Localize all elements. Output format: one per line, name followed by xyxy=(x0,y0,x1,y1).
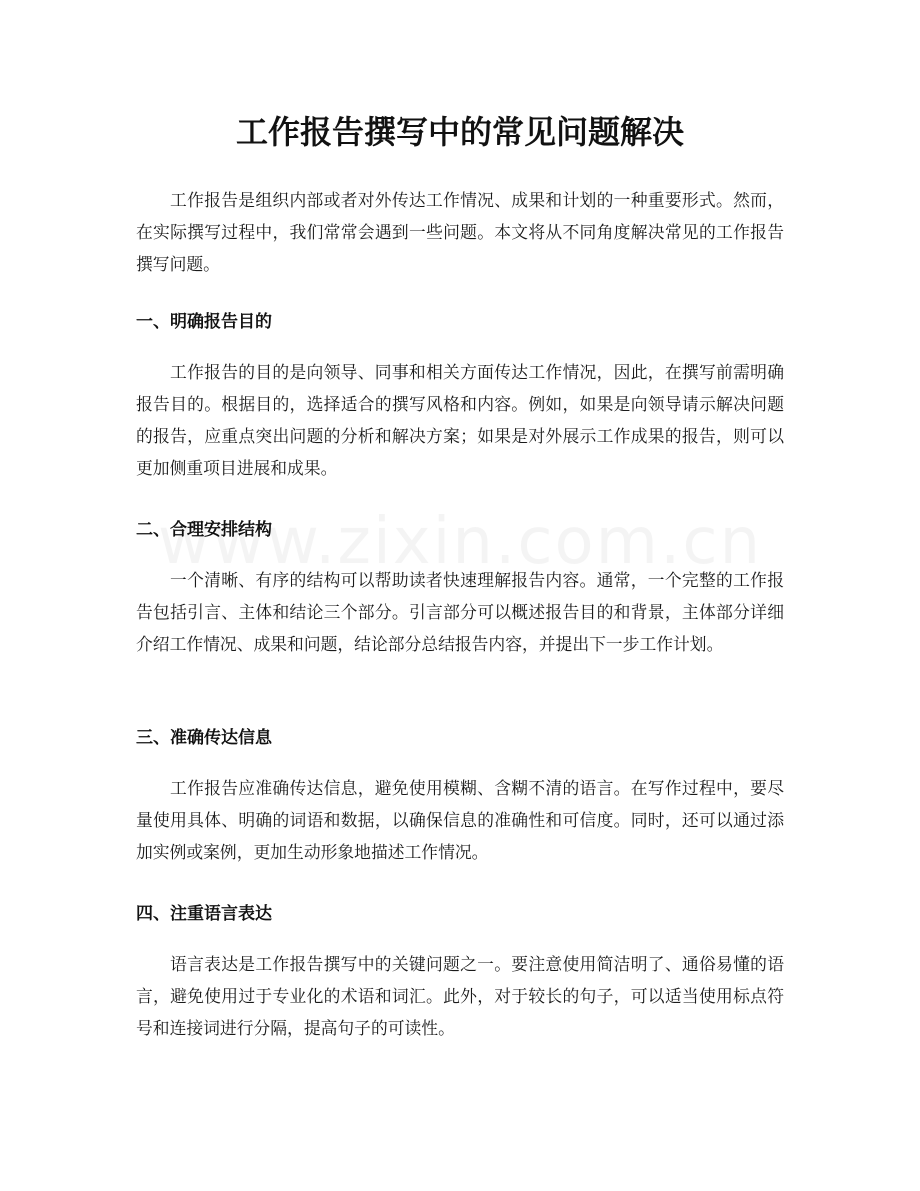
section-heading-1: 一、明确报告目的 xyxy=(136,312,272,332)
section-heading-3: 三、准确传达信息 xyxy=(136,728,272,748)
section-body-2: 一个清晰、有序的结构可以帮助读者快速理解报告内容。通常，一个完整的工作报告包括引言、主体和结论三个部分。引言部分可以概述报告目的和背景，主体部分详细介绍工作情况、成果和问题，结论部分总结报告内容，并提出下一步工作计划。 xyxy=(136,570,784,654)
section-body-1: 工作报告的目的是向领导、同事和相关方面传达工作情况，因此，在撰写前需明确报告目的。根据目的，选择适合的撰写风格和内容。例如，如果是向领导请示解决问题的报告，应重点突出问题的分析和解决方案；如果是对外展示工作成果的报告，则可以更加侧重项目进展和成果。 xyxy=(136,362,784,478)
section-heading-2: 二、合理安排结构 xyxy=(136,520,272,540)
section-body-4: 语言表达是工作报告撰写中的关键问题之一。要注意使用简洁明了、通俗易懂的语言，避免使用过于专业化的术语和词汇。此外，对于较长的句子，可以适当使用标点符号和连接词进行分隔，提高句子的可读性。 xyxy=(136,954,784,1038)
page-title: 工作报告撰写中的常见问题解决 xyxy=(235,113,684,151)
intro-paragraph: 工作报告是组织内部或者对外传达工作情况、成果和计划的一种重要形式。然而，在实际撰写过程中，我们常常会遇到一些问题。本文将从不同角度解决常见的工作报告撰写问题。 xyxy=(136,190,784,274)
section-heading-4: 四、注重语言表达 xyxy=(136,904,272,924)
section-body-3: 工作报告应准确传达信息，避免使用模糊、含糊不清的语言。在写作过程中，要尽量使用具体、明确的词语和数据，以确保信息的准确性和可信度。同时，还可以通过添加实例或案例，更加生动形象地描述工作情况。 xyxy=(136,778,784,862)
